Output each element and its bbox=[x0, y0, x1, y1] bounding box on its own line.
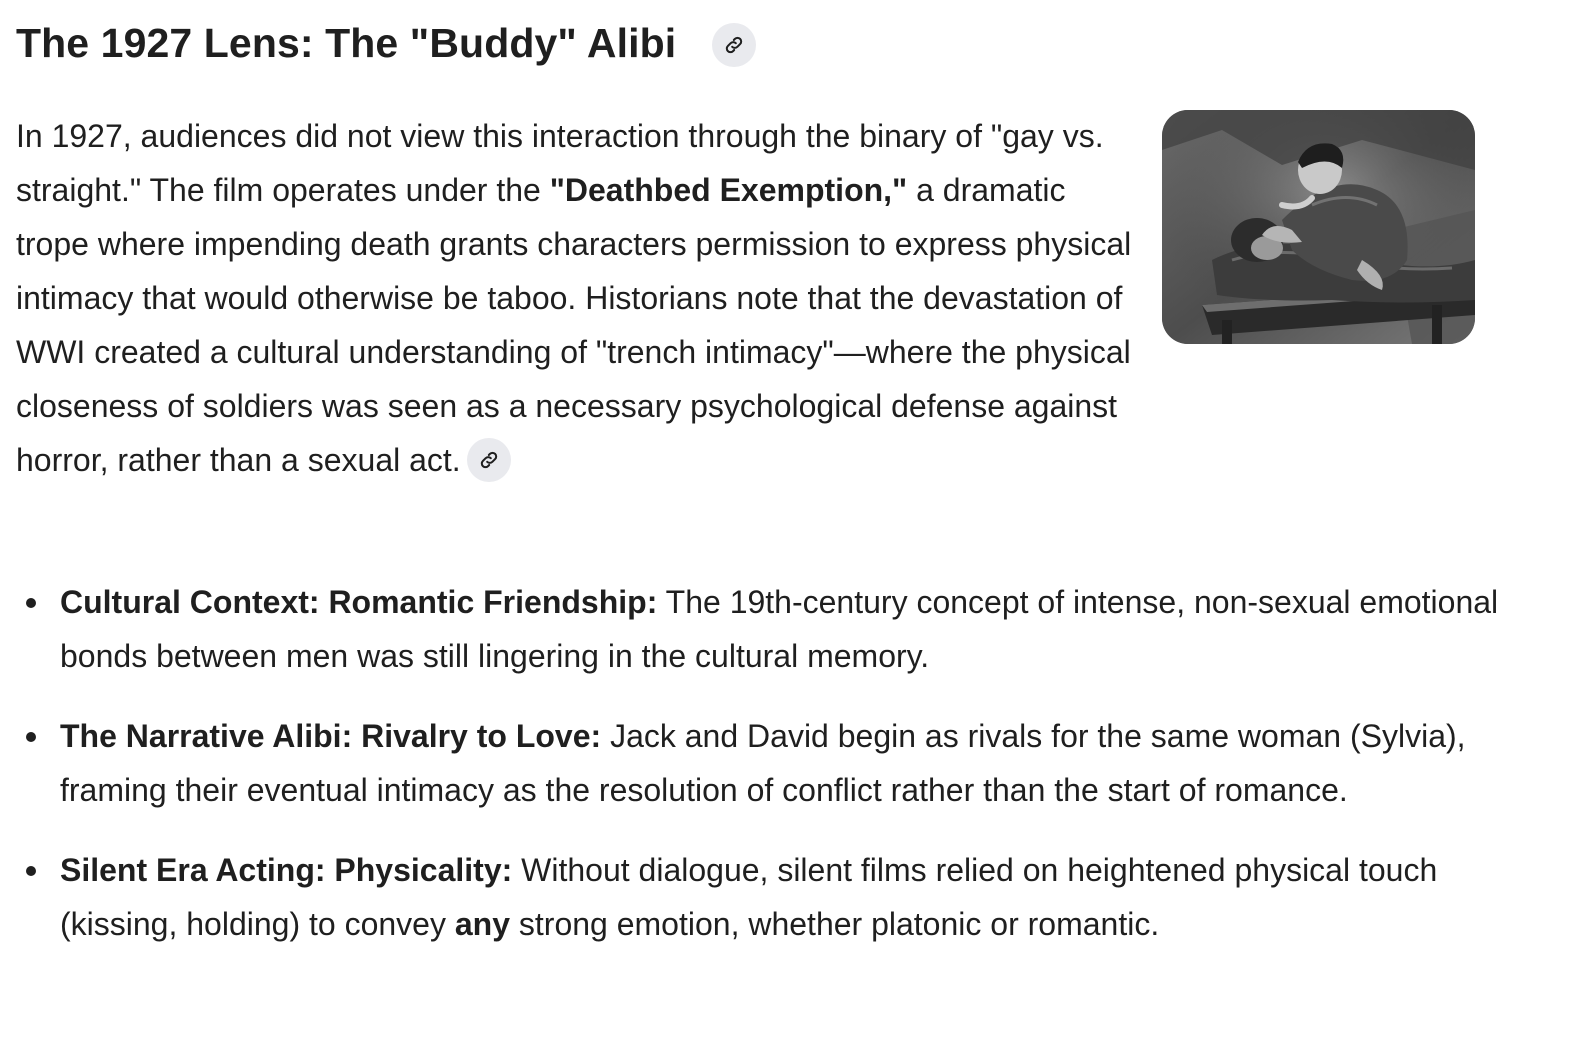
bullet-dot bbox=[26, 866, 36, 876]
list-item-bold-word: any bbox=[454, 906, 510, 942]
list-item-text: The 19th-century concept of intense, non-sexual emotional bonds between men was still lingering in the cultural memory. bbox=[60, 584, 1499, 674]
link-icon bbox=[478, 449, 500, 471]
list-item bbox=[0, 575, 1500, 683]
link-icon bbox=[723, 34, 745, 56]
intro-paragraph bbox=[16, 109, 1136, 487]
list-item-text: Jack and David begin as rivals for the same woman (Sylvia), framing their eventual intimacy as the resolution of conflict rather than the start of romance. bbox=[60, 718, 1466, 808]
intro-text-start: In 1927, audiences did not view this interaction through the binary of "gay vs. straight." The film operates under the bbox=[16, 118, 1104, 208]
list-item-text-end: strong emotion, whether platonic or romantic. bbox=[510, 906, 1160, 942]
intro-bold-term: "Deathbed Exemption," bbox=[549, 172, 908, 208]
intro-text-end: a dramatic trope where impending death grants characters permission to express physical intimacy that would otherwise be taboo. Historians note that the devastation of WWI created a cultural understanding of "trench intimacy"—where the physical closeness of soldiers was seen as a necessary psychological defense against horror, rather than a sexual act. bbox=[16, 172, 1132, 478]
list-item bbox=[0, 709, 1500, 817]
key-points-list bbox=[0, 575, 1500, 977]
list-item-label: The Narrative Alibi: Rivalry to Love: bbox=[60, 718, 602, 754]
source-link-button[interactable] bbox=[712, 23, 756, 67]
section-heading-row bbox=[16, 14, 756, 72]
film-still-image[interactable] bbox=[1162, 110, 1475, 344]
bullet-dot bbox=[26, 732, 36, 742]
bullet-dot bbox=[26, 598, 36, 608]
list-item-label: Silent Era Acting: Physicality: bbox=[60, 852, 513, 888]
list-item-label: Cultural Context: Romantic Friendship: bbox=[60, 584, 658, 620]
section-title: The 1927 Lens: The "Buddy" Alibi bbox=[16, 20, 677, 66]
intro-source-link-button[interactable] bbox=[467, 438, 511, 482]
list-item-text-start: Without dialogue, silent films relied on heightened physical touch (kissing, holding) to convey bbox=[60, 852, 1438, 942]
list-item bbox=[0, 843, 1500, 951]
film-still-illustration bbox=[1162, 110, 1475, 344]
